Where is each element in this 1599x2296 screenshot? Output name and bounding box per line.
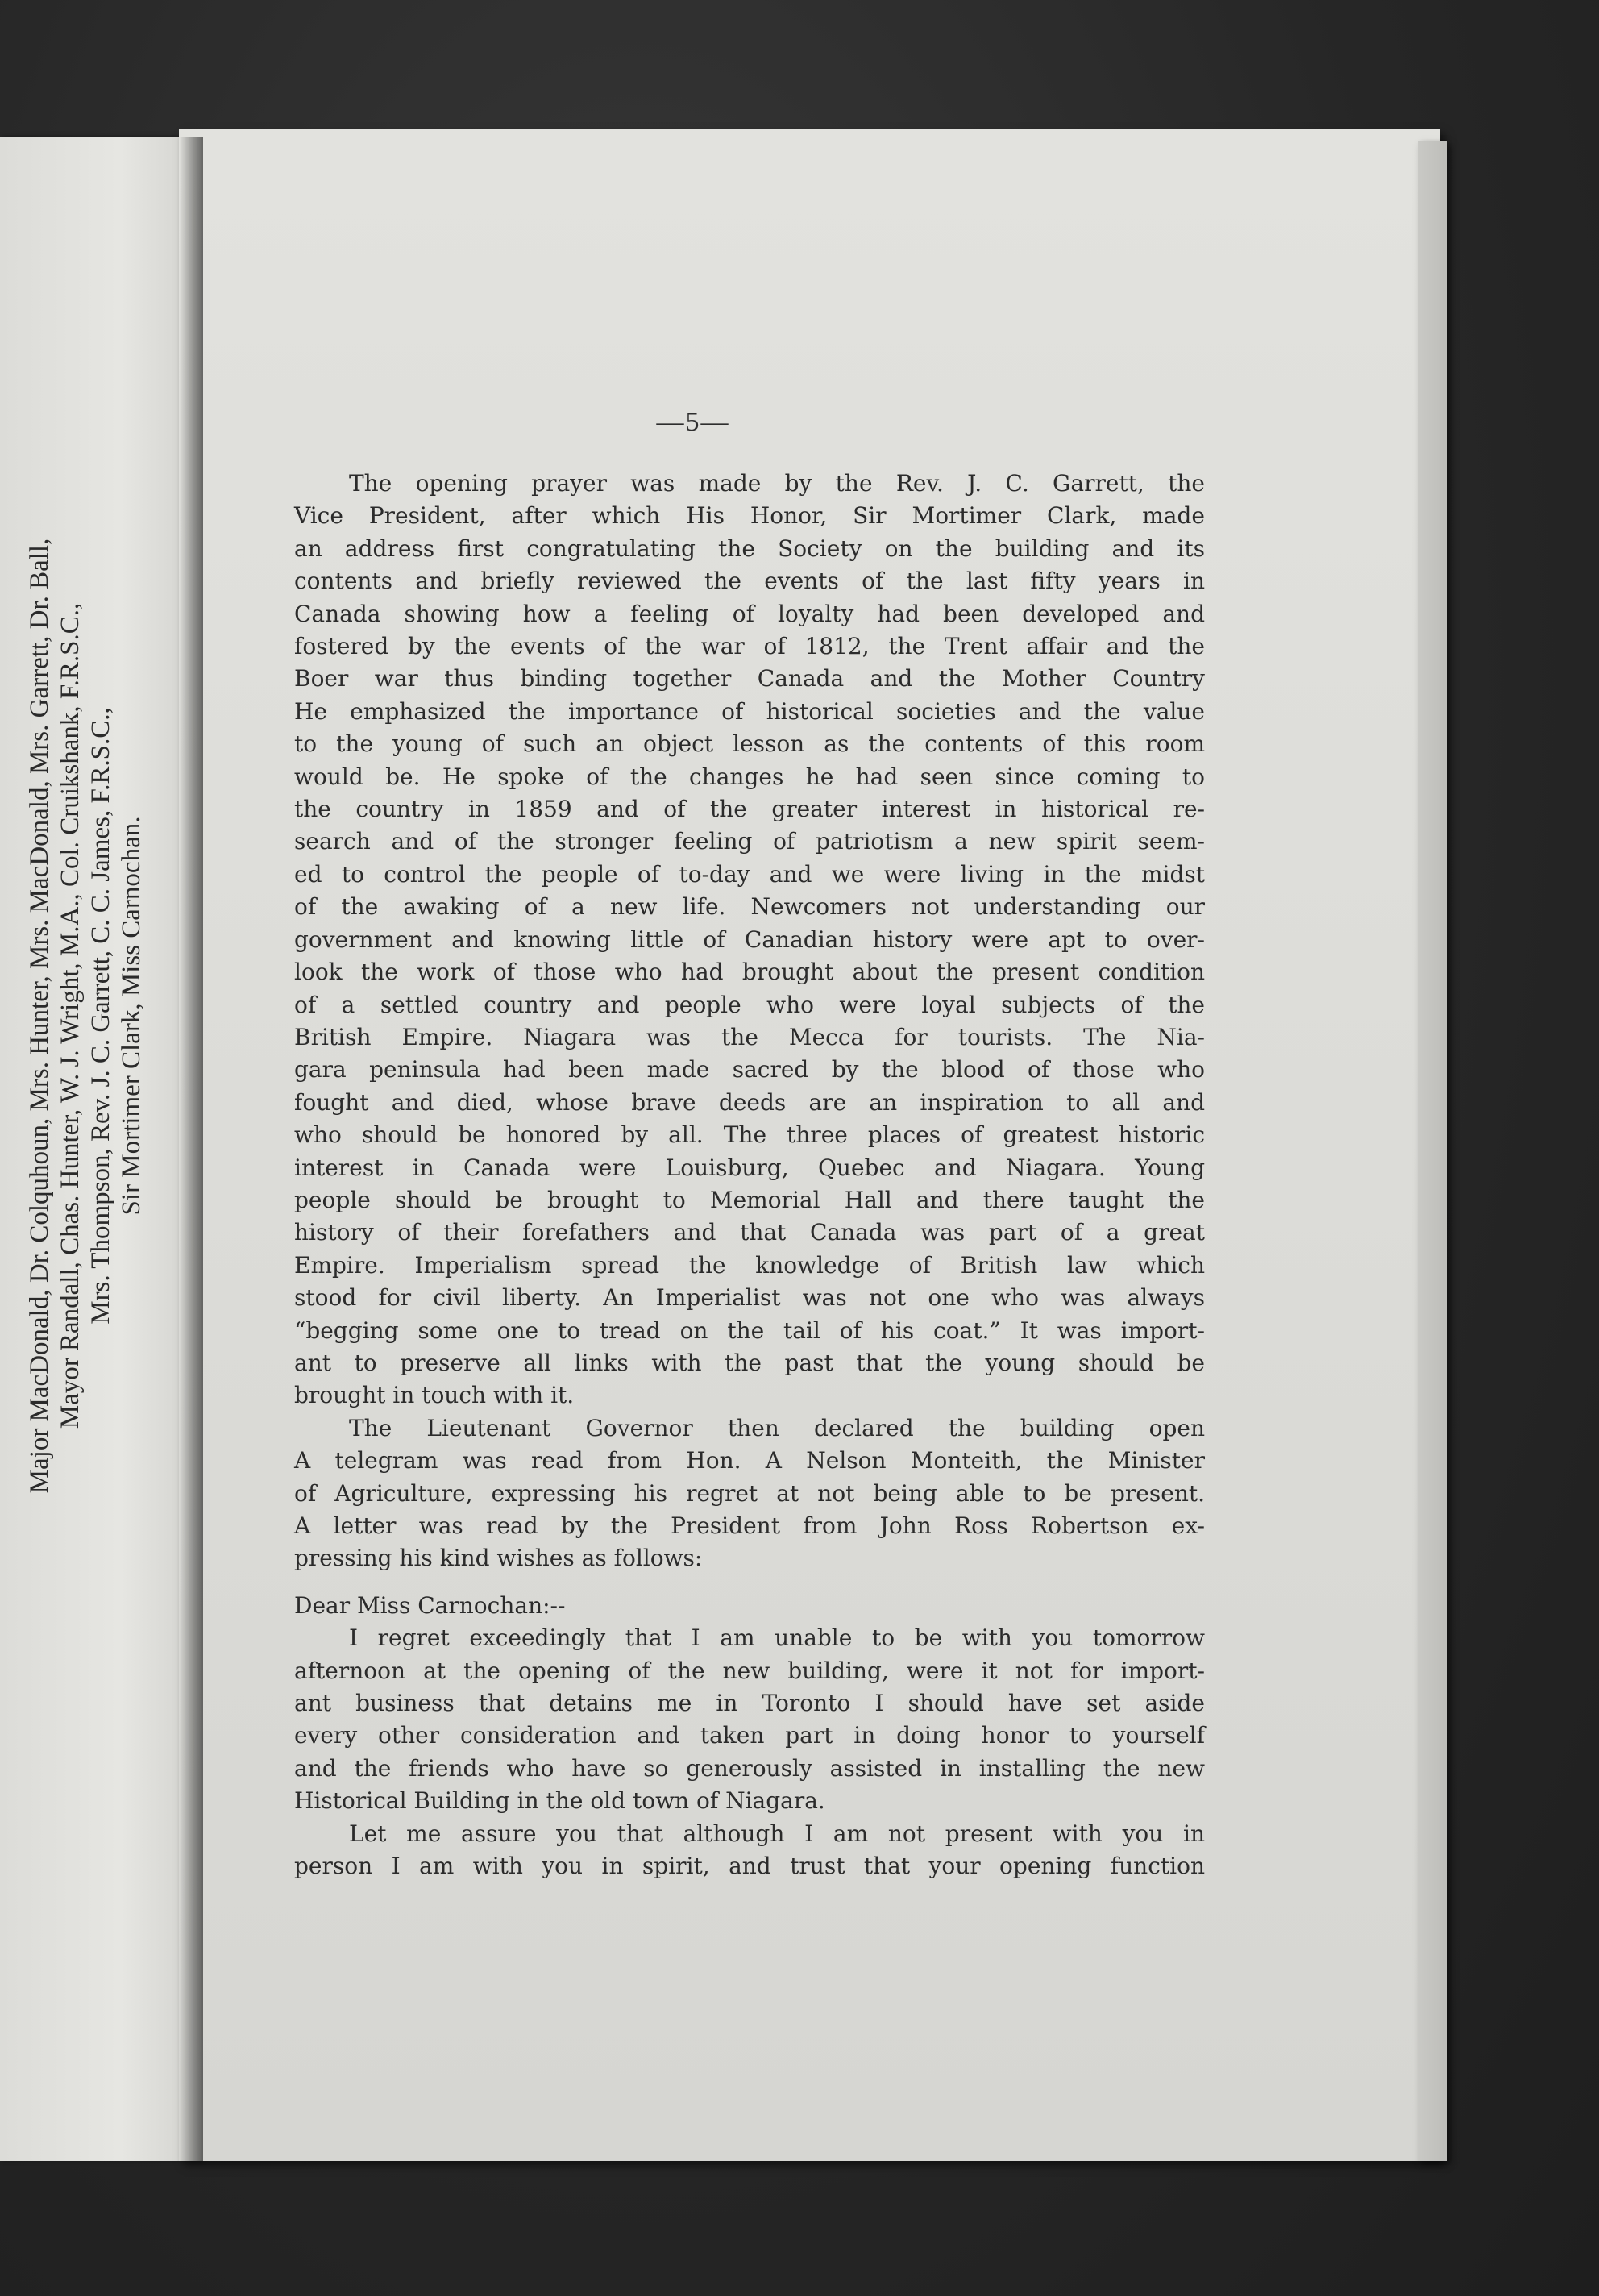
text-line: He emphasized the importance of historical societies and the value [294, 697, 1205, 725]
text-line: ant to preserve all links with the past that the young should be [294, 1349, 1205, 1376]
text-line: stood for civil liberty. An Imperialist was not one who was always [294, 1284, 1205, 1312]
text-line: of the awaking of a new life. Newcomers not understanding our [294, 893, 1205, 921]
text-line: would be. He spoke of the changes he had seen since coming to [294, 763, 1205, 790]
left-page-line: Major MacDonald, Dr. Colquhoun, Mrs. Hunter, Mrs. MacDonald, Mrs. Garrett, Dr. Ball, [25, 538, 54, 1494]
text-line: government and knowing little of Canadian history were apt to over- [294, 925, 1205, 953]
text-line: The opening prayer was made by the Rev. J. C. Garrett, the [349, 470, 1205, 497]
text-line: to the young of such an object lesson as the contents of this room [294, 730, 1205, 758]
text-line: Vice President, after which His Honor, Sir Mortimer Clark, made [294, 502, 1205, 530]
text-line: ant business that detains me in Toronto I should have set aside [294, 1690, 1205, 1717]
page-number: —5— [656, 407, 730, 437]
text-line: afternoon at the opening of the new building, were it not for import- [294, 1657, 1205, 1684]
text-line: Canada showing how a feeling of loyalty had been developed and [294, 600, 1205, 627]
left-page-line: Mrs. Thompson, Rev. J. C. Garrett, C. C. James, F.R.S.C., [86, 707, 115, 1325]
text-line: Boer war thus binding together Canada and the Mother Country [294, 665, 1205, 693]
paragraph-letter-assurance [294, 1818, 1205, 1883]
text-line: look the work of those who had brought about the present condition [294, 959, 1205, 986]
text-line: people should be brought to Memorial Hall and there taught the [294, 1186, 1205, 1213]
text-line: and the friends who have so generously assisted in installing the new [294, 1754, 1205, 1782]
paragraph-letter-body [294, 1622, 1205, 1817]
text-line: “begging some one to tread on the tail of his coat.” It was import- [294, 1316, 1205, 1344]
text-line: of Agriculture, expressing his regret at not being able to be present. [294, 1479, 1205, 1507]
text-line: Dear Miss Carnochan:-- [294, 1591, 566, 1619]
text-line: an address first congratulating the Society on the building and its [294, 534, 1205, 562]
text-line: search and of the stronger feeling of patriotism a new spirit seem- [294, 828, 1205, 855]
text-line: who should be honored by all. The three places of greatest historic [294, 1121, 1205, 1149]
paragraph-opening-declared [294, 1412, 1205, 1575]
text-line: gara peninsula had been made sacred by the blood of those who [294, 1056, 1205, 1084]
letter-salutation [294, 1590, 1205, 1622]
text-line: history of their forefathers and that Canada was part of a great [294, 1219, 1205, 1246]
left-page-line: Sir Mortimer Clark, Miss Carnochan. [117, 816, 146, 1216]
text-line: every other consideration and taken part in doing honor to yourself [294, 1722, 1205, 1749]
text-line: A telegram was read from Hon. A Nelson Monteith, the Minister [294, 1447, 1205, 1475]
text-line: ed to control the people of to-day and we were living in the midst [294, 860, 1205, 888]
paragraph-opening-prayer [294, 468, 1205, 1412]
text-line: I regret exceedingly that I am unable to be with you tomorrow [349, 1624, 1205, 1652]
text-line: of a settled country and people who were loyal subjects of the [294, 991, 1205, 1018]
text-line: pressing his kind wishes as follows: [294, 1545, 703, 1572]
text-line: Empire. Imperialism spread the knowledge of British law which [294, 1251, 1205, 1279]
left-page [0, 137, 201, 2161]
text-line: The Lieutenant Governor then declared the building open [349, 1414, 1205, 1441]
text-line: brought in touch with it. [294, 1382, 575, 1409]
left-page-line: Mayor Randall, Chas. Hunter, W. J. Wright, M.A., Col. Cruikshank, F.R.S.C., [56, 602, 85, 1429]
text-line: Let me assure you that although I am not present with you in [349, 1820, 1205, 1847]
page-edge [1418, 141, 1447, 2161]
text-line: person I am with you in spirit, and trust that your opening function [294, 1853, 1205, 1880]
text-line: fought and died, whose brave deeds are an inspiration to all and [294, 1088, 1205, 1116]
text-line: interest in Canada were Louisburg, Quebec and Niagara. Young [294, 1154, 1205, 1181]
text-line: A letter was read by the President from John Ross Robertson ex- [294, 1512, 1205, 1539]
text-line: Historical Building in the old town of Niagara. [294, 1787, 825, 1815]
text-line: the country in 1859 and of the greater interest in historical re- [294, 796, 1205, 823]
text-line: British Empire. Niagara was the Mecca for tourists. The Nia- [294, 1023, 1205, 1050]
text-line: contents and briefly reviewed the events of the last fifty years in [294, 568, 1205, 595]
book-spine-shadow [179, 137, 203, 2161]
page-body [294, 468, 1205, 1882]
text-line: fostered by the events of the war of 1812, the Trent affair and the [294, 633, 1205, 660]
